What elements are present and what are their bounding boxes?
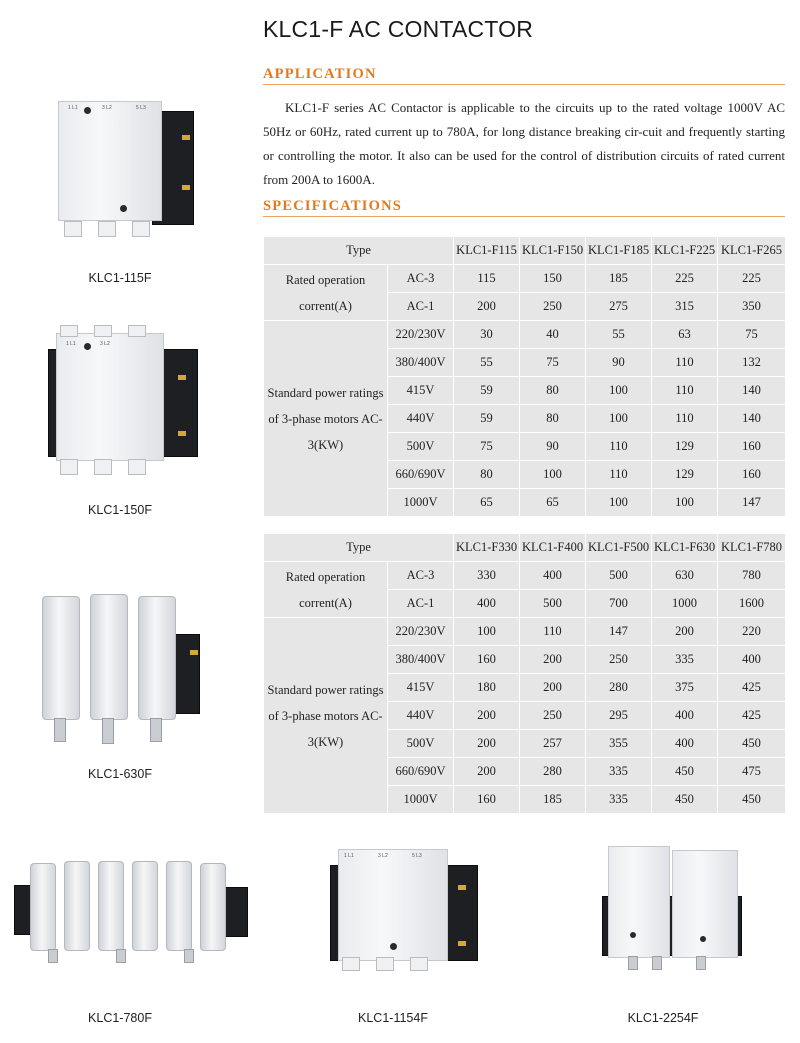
current-value: 225	[718, 265, 786, 293]
power-value: 200	[520, 674, 586, 702]
power-value: 400	[652, 730, 718, 758]
power-value: 129	[652, 461, 718, 489]
power-value: 140	[718, 405, 786, 433]
power-value: 200	[454, 730, 520, 758]
model-header: KLC1-F265	[718, 237, 786, 265]
voltage-label: 415V	[388, 377, 454, 405]
power-value: 30	[454, 321, 520, 349]
spec-table-1	[263, 236, 786, 517]
product-caption-klc1-150f: KLC1-150F	[88, 503, 152, 517]
power-value: 375	[652, 674, 718, 702]
product-caption-klc1-630f: KLC1-630F	[88, 767, 152, 781]
power-value: 250	[520, 702, 586, 730]
specifications-heading: SPECIFICATIONS	[263, 198, 403, 214]
voltage-label: 500V	[388, 433, 454, 461]
power-value: 110	[586, 461, 652, 489]
power-value: 335	[652, 646, 718, 674]
power-label: Standard power ratings of 3-phase motors AC-3(KW)	[264, 618, 388, 814]
type-label: Type	[264, 237, 454, 265]
current-category: AC-3	[388, 562, 454, 590]
voltage-label: 660/690V	[388, 461, 454, 489]
current-value: 780	[718, 562, 786, 590]
model-header: KLC1-F225	[652, 237, 718, 265]
power-value: 257	[520, 730, 586, 758]
current-value: 250	[520, 293, 586, 321]
power-value: 75	[718, 321, 786, 349]
power-value: 100	[586, 405, 652, 433]
current-label: Rated operation corrent(A)	[264, 265, 388, 321]
power-value: 147	[586, 618, 652, 646]
model-header: KLC1-F780	[718, 534, 786, 562]
model-header: KLC1-F115	[454, 237, 520, 265]
product-image-klc1-150f: 1 L1 3 L2	[38, 325, 213, 475]
power-value: 425	[718, 702, 786, 730]
product-caption-klc1-2254f: KLC1-2254F	[627, 1011, 699, 1025]
current-value: 275	[586, 293, 652, 321]
type-row	[264, 237, 786, 265]
power-value: 59	[454, 405, 520, 433]
power-value: 40	[520, 321, 586, 349]
current-value: 400	[454, 590, 520, 618]
product-caption-klc1-780f: KLC1-780F	[88, 1011, 152, 1025]
power-value: 160	[718, 433, 786, 461]
product-image-klc1-780f	[10, 855, 255, 965]
power-value: 80	[520, 405, 586, 433]
current-row	[264, 562, 786, 590]
power-value: 65	[520, 489, 586, 517]
power-value: 280	[520, 758, 586, 786]
power-value: 200	[520, 646, 586, 674]
voltage-label: 1000V	[388, 489, 454, 517]
power-value: 335	[586, 758, 652, 786]
voltage-label: 440V	[388, 702, 454, 730]
power-label: Standard power ratings of 3-phase motors AC-3(KW)	[264, 321, 388, 517]
voltage-label: 380/400V	[388, 349, 454, 377]
current-value: 700	[586, 590, 652, 618]
power-value: 63	[652, 321, 718, 349]
current-category: AC-3	[388, 265, 454, 293]
current-value: 400	[520, 562, 586, 590]
current-label: Rated operation corrent(A)	[264, 562, 388, 618]
product-caption-klc1-115f: KLC1-115F	[88, 271, 152, 285]
power-value: 450	[652, 786, 718, 814]
power-value: 129	[652, 433, 718, 461]
voltage-label: 500V	[388, 730, 454, 758]
power-value: 110	[586, 433, 652, 461]
power-value: 55	[454, 349, 520, 377]
model-header: KLC1-F500	[586, 534, 652, 562]
voltage-label: 220/230V	[388, 321, 454, 349]
power-value: 335	[586, 786, 652, 814]
product-image-klc1-2254f	[600, 840, 750, 975]
power-value: 180	[454, 674, 520, 702]
current-value: 630	[652, 562, 718, 590]
power-value: 75	[520, 349, 586, 377]
power-value: 100	[652, 489, 718, 517]
type-row	[264, 534, 786, 562]
type-label: Type	[264, 534, 454, 562]
current-value: 1600	[718, 590, 786, 618]
power-value: 110	[652, 349, 718, 377]
current-value: 150	[520, 265, 586, 293]
power-value: 185	[520, 786, 586, 814]
voltage-label: 415V	[388, 674, 454, 702]
current-value: 185	[586, 265, 652, 293]
power-row	[264, 618, 786, 646]
model-header: KLC1-F150	[520, 237, 586, 265]
power-value: 100	[454, 618, 520, 646]
power-value: 250	[586, 646, 652, 674]
power-value: 220	[718, 618, 786, 646]
power-value: 65	[454, 489, 520, 517]
application-divider	[263, 84, 785, 85]
power-value: 295	[586, 702, 652, 730]
power-value: 200	[652, 618, 718, 646]
current-value: 330	[454, 562, 520, 590]
product-image-klc1-630f	[38, 590, 213, 750]
model-header: KLC1-F400	[520, 534, 586, 562]
power-value: 55	[586, 321, 652, 349]
model-header: KLC1-F330	[454, 534, 520, 562]
power-value: 90	[520, 433, 586, 461]
power-value: 75	[454, 433, 520, 461]
current-value: 225	[652, 265, 718, 293]
power-value: 475	[718, 758, 786, 786]
application-text: KLC1-F series AC Contactor is applicable to the circuits up to the rated voltage 1000V AC 50Hz or 60Hz, rated current up to 780A, for long distance breaking cir-cuit and frequently starting or controlling the motor. It also can be used for the control of distribution circuits of rated current from 200A to 1600A.	[263, 100, 785, 187]
power-value: 450	[718, 786, 786, 814]
spec-table-2	[263, 533, 786, 814]
power-value: 110	[652, 405, 718, 433]
power-value: 80	[520, 377, 586, 405]
current-category: AC-1	[388, 590, 454, 618]
current-value: 200	[454, 293, 520, 321]
power-value: 355	[586, 730, 652, 758]
power-value: 90	[586, 349, 652, 377]
power-value: 140	[718, 377, 786, 405]
voltage-label: 1000V	[388, 786, 454, 814]
application-heading: APPLICATION	[263, 66, 377, 82]
power-value: 110	[520, 618, 586, 646]
voltage-label: 380/400V	[388, 646, 454, 674]
current-row	[264, 265, 786, 293]
power-value: 160	[718, 461, 786, 489]
voltage-label: 220/230V	[388, 618, 454, 646]
product-caption-klc1-1154f: KLC1-1154F	[358, 1011, 428, 1025]
power-value: 100	[520, 461, 586, 489]
current-value: 1000	[652, 590, 718, 618]
current-value: 315	[652, 293, 718, 321]
power-value: 100	[586, 489, 652, 517]
voltage-label: 660/690V	[388, 758, 454, 786]
power-value: 200	[454, 758, 520, 786]
model-header: KLC1-F185	[586, 237, 652, 265]
current-value: 500	[586, 562, 652, 590]
power-value: 147	[718, 489, 786, 517]
power-value: 450	[718, 730, 786, 758]
power-value: 100	[586, 377, 652, 405]
current-value: 500	[520, 590, 586, 618]
power-value: 80	[454, 461, 520, 489]
product-image-klc1-1154f: 1 L1 3 L2 5 L3	[318, 845, 478, 975]
page-title: KLC1-F AC CONTACTOR	[263, 16, 534, 42]
power-value: 400	[718, 646, 786, 674]
power-value: 59	[454, 377, 520, 405]
current-category: AC-1	[388, 293, 454, 321]
power-value: 160	[454, 786, 520, 814]
current-value: 350	[718, 293, 786, 321]
model-header: KLC1-F630	[652, 534, 718, 562]
current-value: 115	[454, 265, 520, 293]
power-value: 450	[652, 758, 718, 786]
power-value: 160	[454, 646, 520, 674]
power-row	[264, 321, 786, 349]
power-value: 132	[718, 349, 786, 377]
power-value: 400	[652, 702, 718, 730]
power-value: 280	[586, 674, 652, 702]
power-value: 200	[454, 702, 520, 730]
power-value: 110	[652, 377, 718, 405]
power-value: 425	[718, 674, 786, 702]
voltage-label: 440V	[388, 405, 454, 433]
product-image-klc1-115f: 1 L1 3 L2 5 L3	[40, 95, 210, 245]
specifications-divider	[263, 216, 785, 217]
